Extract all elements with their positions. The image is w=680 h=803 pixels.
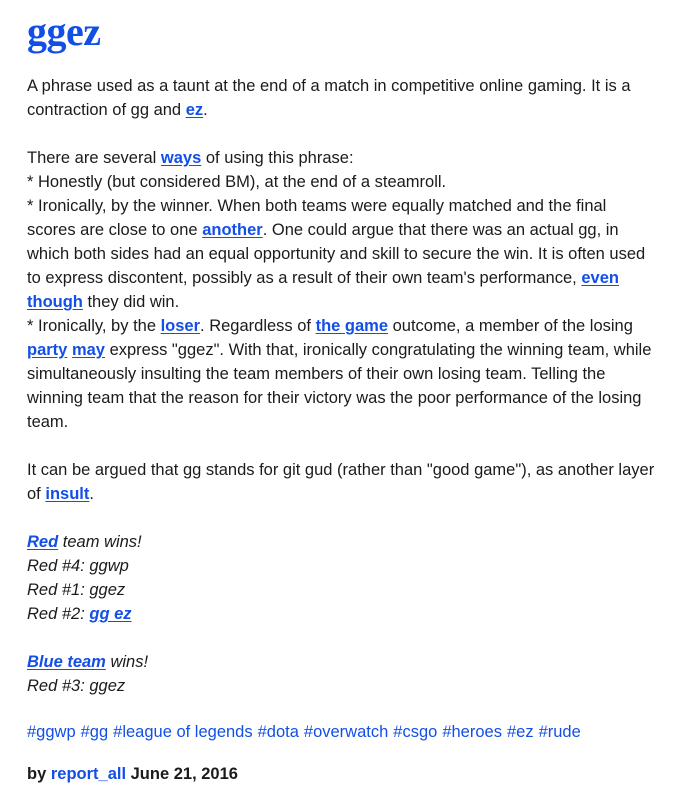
link-ways[interactable]: ways xyxy=(160,149,202,167)
meaning-text: express "ggez". With that, ironically congratulating the winning team, while simultaneously insulting the team members of their own losing team. Telling the winning team that the reason for their victory was the poor performance of the losing team. xyxy=(27,341,652,431)
tag-link[interactable]: #heroes xyxy=(442,723,502,741)
link-red[interactable]: Red xyxy=(27,533,59,551)
link-ez[interactable]: ez xyxy=(185,101,204,119)
tag-link[interactable]: #league of legends xyxy=(113,723,253,741)
meaning-text: . Regardless of xyxy=(200,317,316,335)
tag-link[interactable]: #gg xyxy=(80,723,109,741)
example xyxy=(27,530,658,698)
link-may[interactable]: may xyxy=(71,341,105,359)
meaning-paragraph-2 xyxy=(27,146,658,434)
tag-link[interactable]: #dota xyxy=(257,723,299,741)
tag-link[interactable]: #rude xyxy=(538,723,581,741)
tag-link[interactable]: #ez xyxy=(506,723,534,741)
meaning-paragraph-3 xyxy=(27,458,658,506)
link-insult[interactable]: insult xyxy=(45,485,90,503)
tag-link[interactable]: #ggwp xyxy=(27,723,76,741)
tag-link[interactable]: #csgo xyxy=(393,723,438,741)
tags xyxy=(27,720,658,744)
meaning-text: It can be argued that gg stands for git gud (rather than "good game"), as another layer of xyxy=(27,461,655,503)
link-the-game[interactable]: the game xyxy=(315,317,389,335)
link-loser[interactable]: loser xyxy=(160,317,201,335)
bullet-honestly: * Honestly (but considered BM), at the end of a steamroll. xyxy=(27,173,447,191)
meaning-text: A phrase used as a taunt at the end of a match in competitive online gaming. It is a contraction of gg and xyxy=(27,77,631,119)
author-link[interactable]: report_all xyxy=(50,765,127,783)
link-gg-ez[interactable]: gg ez xyxy=(89,605,132,623)
meaning-text: of using this phrase: xyxy=(201,149,354,167)
meaning-text: * Ironically, by the xyxy=(27,317,161,335)
meaning xyxy=(27,74,658,506)
link-another[interactable]: another xyxy=(202,221,263,239)
post-date: June 21, 2016 xyxy=(126,765,238,783)
meaning-text: There are several xyxy=(27,149,161,167)
meaning-text: . xyxy=(89,485,94,503)
meaning-text: . One could argue that there was an actual gg, in which both sides had an equal opportunity and skill to secure the win. It is often used to express discontent, possibly as a result of their own team's performance, xyxy=(27,221,646,287)
link-even[interactable]: even xyxy=(581,269,619,287)
contributor xyxy=(27,762,658,786)
meaning-text: . xyxy=(203,101,208,119)
example-text: team wins! xyxy=(58,533,142,551)
example-block-1 xyxy=(27,530,658,626)
tag-link[interactable]: #overwatch xyxy=(303,723,389,741)
meaning-text: outcome, a member of the losing xyxy=(388,317,633,335)
example-block-2 xyxy=(27,650,658,698)
meaning-text: * Ironically, by the winner. When both teams were equally matched and the final scores are close to one xyxy=(27,197,607,239)
link-party[interactable]: party xyxy=(27,341,68,359)
example-text: Red #1: ggez xyxy=(27,581,126,599)
meaning-paragraph-1 xyxy=(27,74,658,122)
link-though[interactable]: though xyxy=(27,293,83,311)
example-text: Red #3: ggez xyxy=(27,677,126,695)
example-text: Red #4: ggwp xyxy=(27,557,129,575)
meaning-text: they did win. xyxy=(82,293,180,311)
by-label: by xyxy=(27,765,51,783)
link-blue-team[interactable]: Blue team xyxy=(27,653,106,671)
word-title[interactable]: ggez xyxy=(27,9,101,54)
example-text: wins! xyxy=(105,653,149,671)
example-text: Red #2: xyxy=(27,605,90,623)
